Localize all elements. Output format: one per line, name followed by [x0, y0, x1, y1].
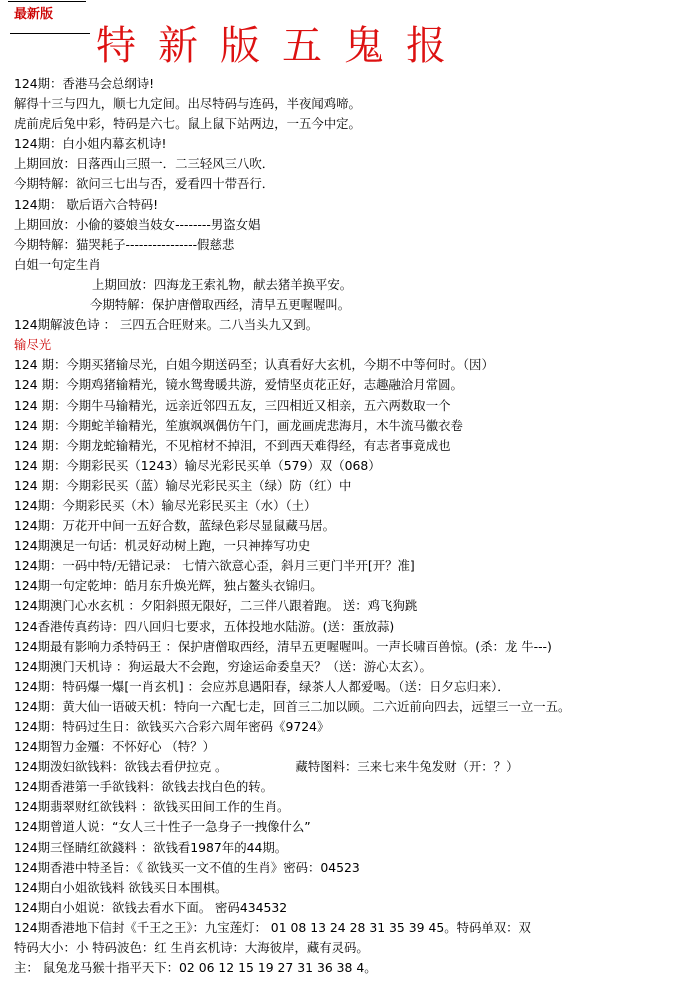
text-line [14, 858, 690, 878]
text-line-content: 124期香港地下信封《千王之王》：九宝莲灯： 01 08 13 24 28 31 35 39 45。特码单双：双 [14, 919, 531, 935]
text-line [14, 94, 690, 114]
text-line [14, 918, 690, 938]
text-line [14, 717, 690, 737]
text-line [14, 416, 690, 436]
text-line-content: 124期香港第一手欲钱料：欲钱去找白色的转。 [14, 779, 274, 795]
text-line-content: 124期三怪睛红欲錢料 ：欲钱看1987年的44期。 [14, 839, 288, 855]
text-line-content: 解得十三与四九，顺七九定间。出尽特码与连码，半夜闻鸡啼。 [14, 96, 361, 112]
text-line [14, 898, 690, 918]
text-line [14, 235, 690, 255]
text-line-content: 124期白小姐说：欲钱去看水下面。 密码434532 [14, 899, 288, 915]
text-line-content: 124期：黄大仙一语破天机：特向一六配七走，回首三二加以顾。二六近前向四去，远望三一立一五。 [14, 698, 571, 714]
text-line-content: 124期：今期彩民买（木）输尽光彩民买主（水）（土） [14, 497, 317, 513]
text-line [14, 114, 690, 134]
text-line-content: 今期特解：保护唐僧取西经，清早五更喔喔叫。 [90, 297, 351, 313]
text-line [14, 817, 690, 837]
text-line [14, 154, 690, 174]
text-line [14, 697, 690, 717]
text-line [14, 215, 690, 235]
text-line-content: 124香港传真药诗：四八回归七要求，五体投地水陆游。(送：蛋放蒜) [14, 618, 395, 634]
text-line [14, 637, 690, 657]
text-line-content: 124期： 歇后语六合特码! [14, 196, 159, 212]
text-line [14, 757, 690, 777]
text-line [14, 275, 690, 295]
text-line-content: 124期智力金殭：不怀好心 （特？） [14, 739, 216, 755]
page-title: 特新版五鬼报 [96, 23, 468, 69]
text-line-content: 白姐一句定生肖 [14, 256, 101, 272]
text-line-content: 124期：特码过生日：欲钱买六合彩六周年密码《9724》 [14, 719, 330, 734]
section-heading [14, 335, 690, 355]
text-line [14, 74, 690, 94]
text-line-content: 124 期：今期龙蛇输精光，不见棺材不掉泪，不到西天难得经，有志者事竟成也 [14, 437, 451, 453]
text-line-content: 124期：万花开中间一五好合数，蓝绿色彩尽显鼠藏马居。 [14, 518, 336, 534]
text-line [14, 436, 690, 456]
text-line-content: 124 期：今期牛马输精光，远亲近邻四五友，三四相近又相亲，五六两数取一个 [14, 397, 451, 413]
text-line-content: 124期一句定乾坤：皓月东升焕光辉，独占鳌头衣锦归。 [14, 578, 323, 594]
text-line [14, 677, 690, 697]
text-line-content: 虎前虎后兔中彩，特码是六七。鼠上鼠下站两边，一五今中定。 [14, 116, 361, 132]
text-line [14, 838, 690, 858]
text-line [14, 195, 690, 215]
text-line-content: 124期解波色诗 ： 三四五合旺财来。二八当头九又到。 [14, 317, 319, 333]
text-line-content: 124 期：今期彩民买（1243）输尽光彩民买单（579）双（068） [14, 457, 381, 473]
text-line [14, 737, 690, 757]
text-line [14, 938, 690, 958]
text-line [14, 456, 690, 476]
text-line [14, 375, 690, 395]
text-line [14, 134, 690, 154]
text-line-content: 特码大小：小 特码波色：红 生肖玄机诗：大海彼岸，藏有灵码。 [14, 940, 369, 956]
text-line [14, 496, 690, 516]
text-line-content: 输尽光 [14, 337, 52, 353]
text-line-content: 124期：特码爆一爆[一肖玄机] ：会应苏息遇阳春，绿茶人人都爱喝。（送：日夕忘归来）． [14, 678, 510, 694]
badge-underline [10, 33, 90, 34]
text-line [14, 516, 690, 536]
text-line-content: 124 期：今期买猪输尽光，白姐今期送码至；认真看好大玄机，今期不中等何时。（因） [14, 357, 494, 373]
text-line [14, 315, 690, 335]
text-line-content: 上期回放：小偷的婆娘当妓女--------男盗女娼 [14, 216, 261, 232]
text-line-content: 124 期：今期彩民买（蓝）输尽光彩民买主（绿）防（红）中 [14, 477, 352, 493]
text-line-content: 124 期：今期鸡猪输精光，镜水鸳鸯暖共游，爱情坚贞花正好，志趣融洽月常圆。 [14, 377, 463, 393]
text-line-content: 124期白小姐欲钱料 欲钱买日本围棋。 [14, 879, 228, 895]
text-line [14, 396, 690, 416]
text-line-content: 124 期：今期蛇羊输精光，笙旗飒飒偶仿午门，画龙画虎悲海月，木牛流马徽衣卷 [14, 417, 463, 433]
text-line-extra: 藏特图料：三来七来牛兔发财（开：？） [295, 759, 519, 775]
text-line-content: 124期澳门心水玄机 ：夕阳斜照无限好，二三伴八跟着跑。 送：鸡飞狗跳 [14, 598, 418, 614]
text-line-content: 124期翡翠财红欲钱料 ：欲钱买田间工作的生肖。 [14, 799, 290, 815]
text-line-content: 上期回放：四海龙王索礼物，献去猪羊换平安。 [92, 276, 353, 292]
text-line-content: 今期特解：猫哭耗子----------------假慈悲 [14, 236, 235, 252]
text-line-content: 124期：白小姐内幕玄机诗! [14, 136, 167, 152]
text-line-content: 124期澳足一句话：机灵好动树上跑，一只神捧写功史 [14, 538, 311, 554]
text-line [14, 536, 690, 556]
text-line [14, 255, 690, 275]
text-line-content: 今期特解：欲问三七出与否，爱看四十带吾行． [14, 176, 275, 192]
text-line [14, 576, 690, 596]
text-line [14, 355, 690, 375]
text-line [14, 797, 690, 817]
text-line-content: 主： 鼠兔龙马猴十指平天下：02 06 12 15 19 27 31 36 38 4。 [14, 960, 377, 976]
text-line [14, 878, 690, 898]
text-line [14, 958, 690, 978]
text-line-content: 124期最有影响力杀特码王 ：保护唐僧取西经，清早五更喔喔叫。一声长啸百兽惊。(杀：龙 牛---) [14, 638, 552, 654]
top-rule [8, 1, 86, 2]
text-line-content: 124期泼妇欲钱料：欲钱去看伊拉克 。 [14, 759, 228, 775]
text-line [14, 657, 690, 677]
text-line-content: 124期澳门天机诗 ：狗运最大不会跑，穷途运命委皇天？（送：游心太玄）。 [14, 658, 432, 674]
text-line-content: 124期：香港马会总纲诗! [14, 76, 155, 91]
text-line [14, 295, 690, 315]
text-line [14, 777, 690, 797]
text-line [14, 596, 690, 616]
latest-edition-badge: 最新版 [14, 7, 54, 22]
text-line-content: 124期：一码中特/无错记录： 七情六欲意心歪，斜月三更门半开[开？准] [14, 558, 415, 574]
text-line-content: 上期回放：日落西山三照一．二三轻风三八吹． [14, 156, 275, 172]
text-line [14, 556, 690, 576]
text-line [14, 174, 690, 194]
text-line-content: 124期曾道人说：“女人三十性子一急身子一拽像什么” [14, 819, 311, 835]
text-line-content: 124期香港中特圣旨：《 欲钱买一文不值的生肖》密码：04523 [14, 859, 360, 875]
text-line [14, 617, 690, 637]
content-list [14, 74, 690, 978]
text-line [14, 476, 690, 496]
